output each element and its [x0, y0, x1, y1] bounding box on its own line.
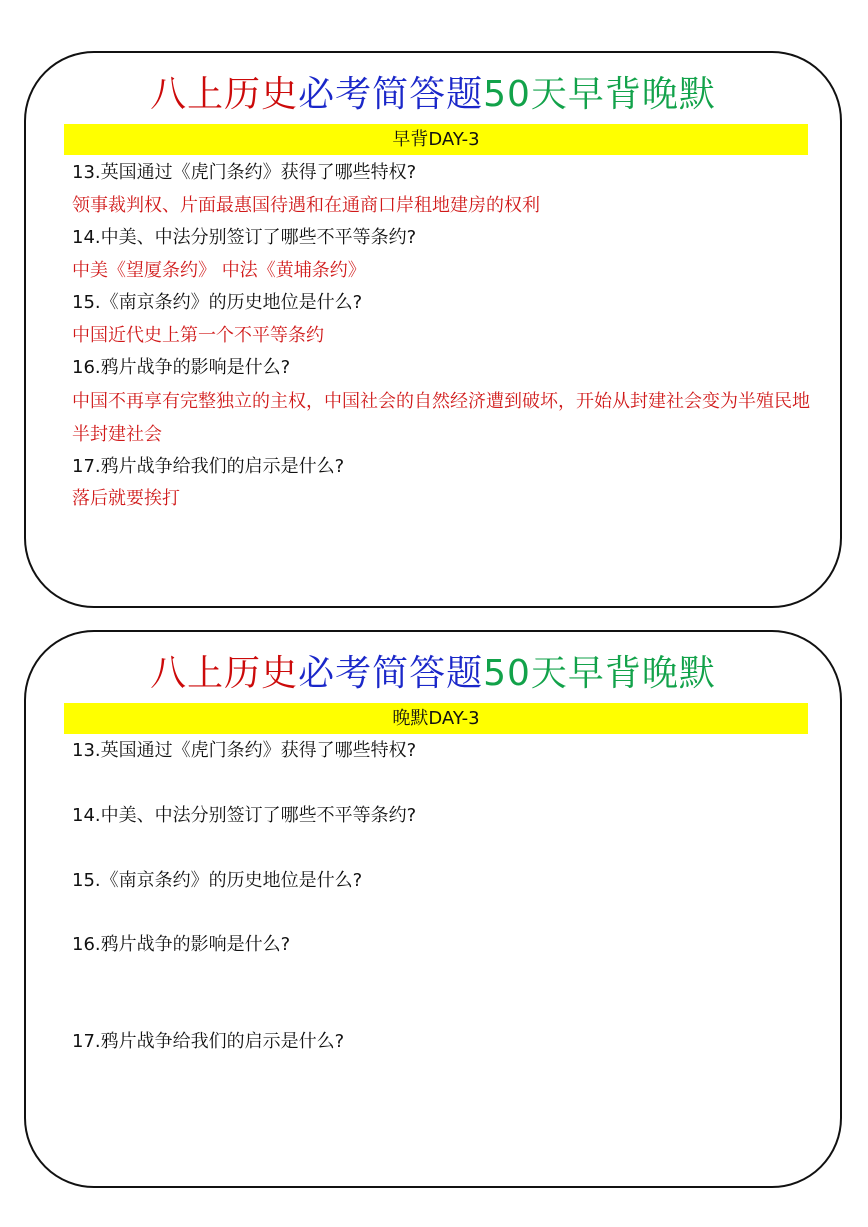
evening-question-13: 13.英国通过《虎门条约》获得了哪些特权? — [72, 740, 417, 761]
morning-card — [24, 51, 842, 608]
answer-14: 中美《望厦条约》 中法《黄埔条约》 — [72, 259, 366, 281]
answer-13: 领事裁判权、片面最惠国待遇和在通商口岸租地建房的权利 — [72, 194, 540, 216]
evening-day-banner: 晚默DAY-3 — [64, 703, 808, 734]
evening-question-15: 15.《南京条约》的历史地位是什么? — [72, 870, 363, 891]
page-title — [26, 71, 840, 119]
evening-question-17: 17.鸦片战争给我们的启示是什么? — [72, 1031, 345, 1052]
title-part-questions: 必考简答题 — [298, 653, 484, 694]
morning-qa-list — [72, 157, 812, 516]
morning-day-banner: 早背DAY-3 — [64, 124, 808, 155]
evening-question-14: 14.中美、中法分别签订了哪些不平等条约? — [72, 805, 417, 826]
question-13: 13.英国通过《虎门条约》获得了哪些特权? — [72, 162, 417, 183]
title-part-history: 八上历史 — [150, 74, 299, 115]
title-part-plan: 50天早背晚默 — [483, 653, 716, 694]
page-title-repeat — [26, 650, 840, 698]
answer-17: 落后就要挨打 — [72, 488, 180, 509]
question-15: 15.《南京条约》的历史地位是什么? — [72, 292, 363, 313]
question-16: 16.鸦片战争的影响是什么? — [72, 357, 291, 378]
evening-card — [24, 630, 842, 1188]
question-14: 14.中美、中法分别签订了哪些不平等条约? — [72, 227, 417, 248]
title-part-history: 八上历史 — [150, 653, 299, 694]
question-17: 17.鸦片战争给我们的启示是什么? — [72, 455, 345, 477]
title-part-plan: 50天早背晚默 — [483, 74, 716, 115]
answer-16: 中国不再享有完整独立的主权，中国社会的自然经济遭到破坏，开始从封建社会变为半殖民地半封建社会 — [72, 390, 810, 445]
evening-question-16: 16.鸦片战争的影响是什么? — [72, 934, 291, 955]
answer-15: 中国近代史上第一个不平等条约 — [72, 324, 324, 346]
title-part-questions: 必考简答题 — [298, 74, 484, 115]
